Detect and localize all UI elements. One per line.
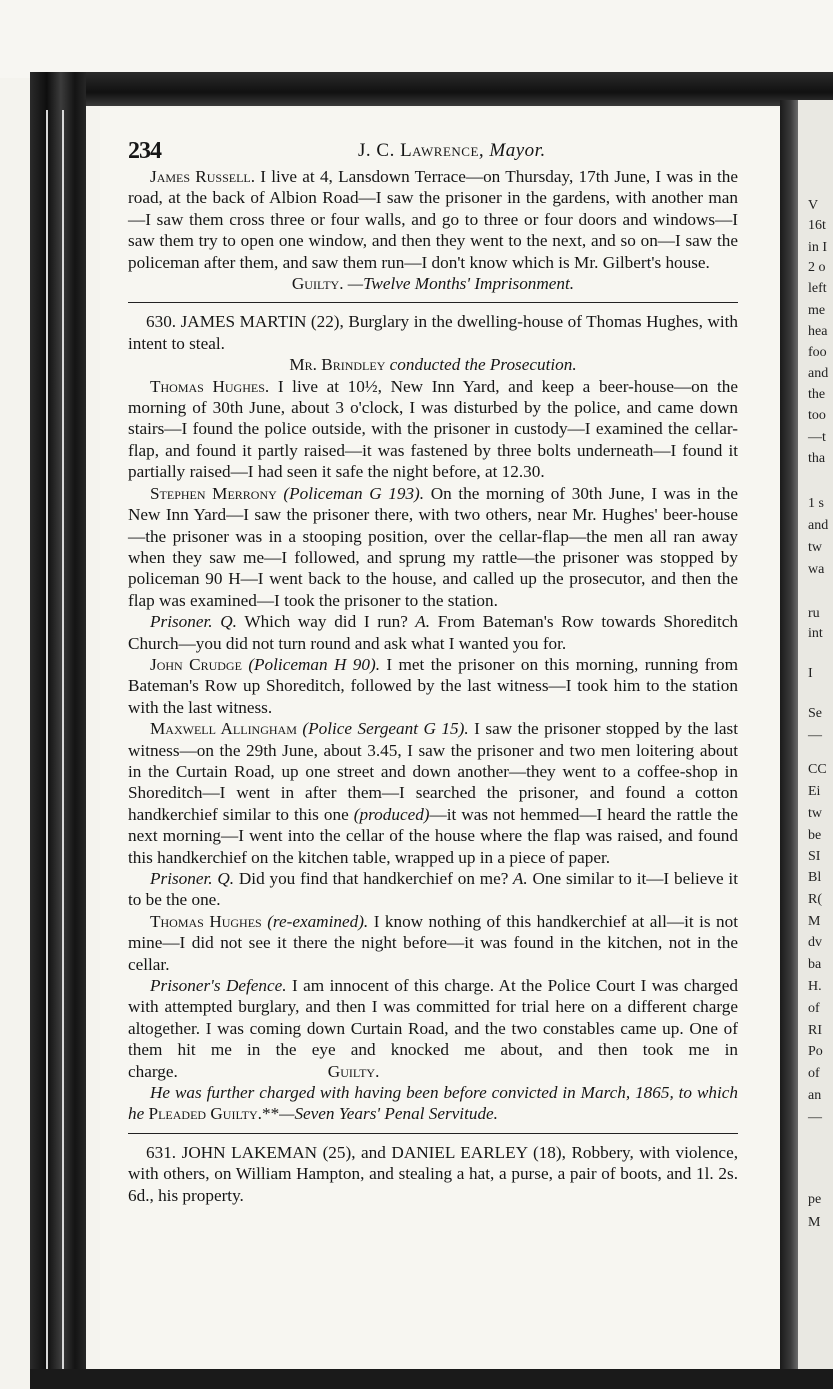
exchange-label: Prisoner.	[150, 612, 213, 632]
facing-page-text: RI	[808, 1023, 822, 1038]
case-heading-631: 631. JOHN LAKEMAN (25), and DANIEL EARLEY (18), Robbery, with violence, with others, on William Hampton, and stealing a hat, a purse, a pair of boots, and 1l. 2s. 6d., his property.	[128, 1142, 738, 1205]
counsel-name: Mr. Brindley	[289, 355, 386, 375]
testimony-hughes-reexamined	[128, 911, 738, 975]
facing-page-text: ba	[808, 957, 822, 972]
counsel-text: conducted the Prosecution.	[385, 355, 577, 375]
running-head-prefix: J. C.	[358, 140, 401, 161]
facing-page-text: Bl	[808, 870, 822, 885]
facing-page-text: foo	[808, 345, 827, 360]
facing-page-text: dv	[808, 935, 822, 950]
facing-page-text: Se	[808, 706, 822, 721]
verdict-line	[128, 273, 738, 294]
produced-note: (produced)	[353, 804, 430, 824]
book-page	[100, 108, 780, 1369]
running-head-name: Lawrence	[400, 140, 479, 161]
facing-page-text: too	[808, 408, 826, 423]
question-marker: Q.	[212, 612, 237, 632]
facing-page-text: int	[808, 626, 823, 641]
facing-page-text: be	[808, 828, 822, 843]
speaker-name: Maxwell Allingham	[150, 719, 297, 739]
facing-page-text: R(	[808, 892, 822, 907]
page-header	[128, 108, 738, 166]
testimony-text: I saw the prisoner stopped by the last witness—on the 29th June, about 3.45, I saw the prisoner and two men loitering about in the Curtain Road, up one street and down another—they went to a coffee-shop in Shoreditch—I went in after them—I searched the prisoner, and found a cotton handkerchief similar to this one	[128, 719, 739, 824]
facing-page-text: —	[808, 1110, 822, 1125]
facing-page-text: hea	[808, 324, 828, 339]
speaker-role: (Police Sergeant G 15).	[296, 719, 469, 739]
further-charge	[128, 1082, 738, 1125]
testimony-hughes	[128, 376, 738, 483]
testimony-text: —it was not hemmed—I heard the rattle the next morning—I went into the cellar of the house where the flap was raised, and found this handkerchief on the kitchen table, wrapped up in a piece of paper.	[128, 804, 738, 867]
sentence-text: —Seven Years' Penal Servitude.	[279, 1104, 498, 1124]
speaker-role: (re-examined).	[261, 911, 369, 931]
facing-page-text: wa	[808, 562, 825, 577]
facing-page-text: M	[808, 1215, 821, 1230]
defence-text: I am innocent of this charge. At the Police Court I was charged with attempted burglary, and then I was committed for trial here on a different charge altogether. I was coming down Curtain Road, and the two constables came up. One of them hit me in the eye and knocked me about, and then took me in charge.	[128, 976, 738, 1081]
cross-examination-1	[128, 611, 738, 654]
facing-page-text: M	[808, 914, 821, 929]
testimony-text: I know nothing of this handkerchief at all—it is not mine—I did not see it there the night before—it was found in the kitchen, not in the cellar.	[128, 911, 738, 974]
testimony-text: I live at 4, Lansdown Terrace—on Thursday, 17th June, I was in the road, at the back of Albion Road—I saw the prisoner in the gardens, with another man—I saw them cross three or four walls, and go to three or four doors and windows—I saw them try to open one window, and then they went to the next, and so on—I saw the policeman after them, and saw them run—I don't know which is Mr. Gilbert's house.	[128, 167, 738, 272]
verdict-guilty: Guilty.	[327, 1061, 380, 1081]
answer-text: One similar to it—I believe it to be the one.	[128, 869, 738, 910]
case-heading-630: 630. JAMES MARTIN (22), Burglary in the dwelling-house of Thomas Hughes, with intent to steal.	[128, 312, 738, 353]
sentence-text: —Twelve Months' Imprisonment.	[343, 274, 575, 294]
cross-examination-2	[128, 868, 738, 911]
facing-page-text: and	[808, 366, 829, 381]
facing-page-text: V	[808, 198, 819, 213]
book-spine	[30, 72, 86, 1389]
facing-page-text: ru	[808, 606, 820, 621]
question-text: Did you find that handkerchief on me?	[234, 869, 509, 888]
facing-page-gutter	[780, 100, 798, 1369]
facing-page-text: left	[808, 281, 827, 296]
speaker-role: (Policeman H 90).	[241, 654, 380, 674]
speaker-name: John Crudge	[150, 654, 242, 674]
prisoner-defence	[128, 975, 738, 1082]
asterisks: **	[261, 1104, 280, 1124]
testimony-allingham	[128, 718, 738, 868]
testimony-text: On the morning of 30th June, I was in the New Inn Yard—I saw the prisoner there, with two others, near Mr. Hughes' beer-house—the prisoner was in a stooping position, over the cellar-flap—the men all ran away when they saw me—I followed, and sprung my rattle—the prisoner was stopped by policeman 90 H—I went back to the house, and called up the prosecutor, and then the flap was examined—I took the prisoner to the station.	[128, 483, 738, 610]
facing-page-text: pe	[808, 1192, 822, 1207]
speaker-name: Thomas Hughes	[150, 911, 262, 931]
speaker-name: Stephen Merrony	[150, 483, 277, 503]
testimony-merrony	[128, 483, 738, 611]
facing-page-fragment	[780, 100, 833, 1369]
running-head	[358, 140, 546, 162]
answer-marker: A.	[508, 869, 528, 888]
facing-page-text: an	[808, 1088, 822, 1103]
page-content	[128, 108, 738, 1206]
facing-page-text: tha	[808, 451, 826, 466]
facing-page-text: in I	[808, 240, 828, 255]
facing-page-text: Po	[808, 1044, 823, 1059]
further-charge-text: He was further charged with having been before convicted in March, 1865, to which he	[128, 1083, 738, 1124]
facing-page-text: —t	[808, 430, 826, 445]
counsel-line	[128, 354, 738, 375]
question-text: Which way did I run?	[236, 612, 408, 632]
facing-page-text: and	[808, 518, 829, 533]
facing-page-text: Ei	[808, 784, 821, 799]
top-margin	[0, 0, 833, 78]
facing-page-text: 2 o	[808, 260, 826, 275]
book-top-edge	[30, 72, 833, 106]
testimony-text: I live at 10½, New Inn Yard, and keep a beer-house—on the morning of 30th June, about 3 o'clock, I was disturbed by the police, and came down stairs—I found the police outside, with the prisoner in custody—I examined the cellar-flap, and found it partly raised—it was fastened by three bolts underneath—I found it partially raised—I had seen it safe the night before, at 12.30.	[128, 376, 738, 482]
speaker-name: Thomas Hughes.	[150, 376, 270, 396]
spine-crease	[62, 110, 64, 1389]
page-number: 234	[128, 138, 161, 164]
section-rule	[128, 302, 738, 303]
plea-text: Pleaded Guilty.	[148, 1104, 262, 1124]
running-head-suffix: , Mayor.	[478, 140, 546, 161]
facing-page-text: me	[808, 303, 826, 318]
defence-label: Prisoner's Defence.	[150, 976, 287, 996]
answer-text: From Bateman's Row towards Shoreditch Church—you did not turn round and ask what I wanted you for.	[128, 612, 738, 653]
facing-page-text: tw	[808, 806, 822, 821]
facing-page-text: of	[808, 1001, 820, 1016]
question-marker: Q.	[212, 869, 235, 888]
facing-page-text: the	[808, 387, 826, 402]
testimony-russell	[128, 166, 738, 273]
section-rule	[128, 1133, 738, 1134]
speaker-role: (Policeman G 193).	[276, 483, 425, 503]
facing-page-text: I	[808, 666, 813, 681]
facing-page-text: CC	[808, 762, 827, 777]
testimony-crudge	[128, 654, 738, 718]
exchange-label: Prisoner.	[150, 869, 213, 888]
testimony-text: I met the prisoner on this morning, running from Bateman's Row up Shoreditch, followed by the last witness—I took him to the station with the last witness.	[128, 654, 738, 717]
facing-page-text: of	[808, 1066, 820, 1081]
facing-page-text: SI	[808, 849, 821, 864]
spine-crease	[46, 110, 48, 1389]
facing-page-text: 16t	[808, 218, 826, 233]
book-bottom-edge	[30, 1369, 833, 1389]
facing-page-text: H.	[808, 979, 822, 994]
verdict-guilty: Guilty.	[291, 274, 344, 294]
facing-page-text: 1 s	[808, 496, 824, 511]
facing-page-text: tw	[808, 540, 822, 555]
speaker-name: James Russell.	[150, 167, 256, 186]
facing-page-text: —	[808, 728, 822, 743]
answer-marker: A.	[407, 612, 431, 632]
